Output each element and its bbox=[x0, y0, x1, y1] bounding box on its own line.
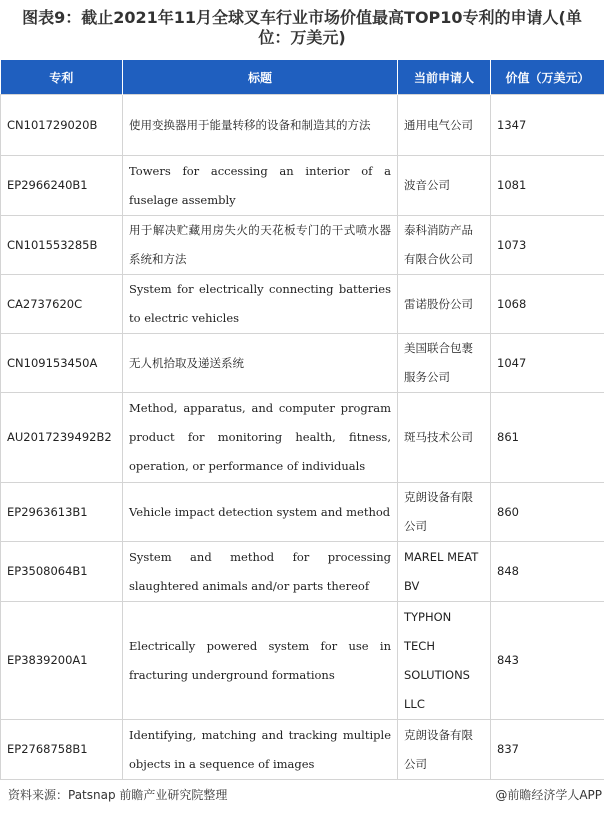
table-row bbox=[1, 542, 604, 602]
applicant: 克朗设备有限公司 bbox=[398, 720, 491, 780]
header-value: 价值（万美元） bbox=[491, 60, 604, 95]
applicant: TYPHON TECH SOLUTIONS LLC bbox=[398, 602, 491, 720]
patent-id: EP2768758B1 bbox=[1, 720, 123, 780]
table-row bbox=[1, 216, 604, 275]
patent-value: 1073 bbox=[491, 216, 604, 275]
patent-id: CN101729020B bbox=[1, 95, 123, 156]
patent-title: Electrically powered system for use in fracturing underground formations bbox=[123, 602, 398, 720]
patent-id: EP2963613B1 bbox=[1, 483, 123, 542]
header-title: 标题 bbox=[123, 60, 398, 95]
applicant: MAREL MEAT BV bbox=[398, 542, 491, 602]
applicant: 斑马技术公司 bbox=[398, 393, 491, 483]
patent-title: 用于解决贮藏用房失火的天花板专门的干式喷水器系统和方法 bbox=[123, 216, 398, 275]
applicant: 美国联合包裹服务公司 bbox=[398, 334, 491, 393]
patent-value: 1347 bbox=[491, 95, 604, 156]
table-row bbox=[1, 602, 604, 720]
patent-title: Method, apparatus, and computer program product for monitoring health, fitness, operation, or performance of individuals bbox=[123, 393, 398, 483]
patent-table bbox=[0, 60, 604, 780]
table-row bbox=[1, 483, 604, 542]
patent-id: CN109153450A bbox=[1, 334, 123, 393]
patent-title: Identifying, matching and tracking multiple objects in a sequence of images bbox=[123, 720, 398, 780]
patent-value: 860 bbox=[491, 483, 604, 542]
patent-value: 837 bbox=[491, 720, 604, 780]
applicant: 泰科消防产品有限合伙公司 bbox=[398, 216, 491, 275]
patent-title: 使用变换器用于能量转移的设备和制造其的方法 bbox=[123, 95, 398, 156]
patent-title: System and method for processing slaughtered animals and/or parts thereof bbox=[123, 542, 398, 602]
patent-value: 1068 bbox=[491, 275, 604, 334]
patent-id: EP3508064B1 bbox=[1, 542, 123, 602]
patent-value: 1081 bbox=[491, 156, 604, 216]
applicant: 克朗设备有限公司 bbox=[398, 483, 491, 542]
patent-title: Towers for accessing an interior of a fuselage assembly bbox=[123, 156, 398, 216]
patent-id: CN101553285B bbox=[1, 216, 123, 275]
patent-title: System for electrically connecting batteries to electric vehicles bbox=[123, 275, 398, 334]
applicant: 雷诺股份公司 bbox=[398, 275, 491, 334]
page-title: 图表9：截止2021年11月全球叉车行业市场价值最高TOP10专利的申请人(单位：万美元) bbox=[22, 8, 582, 47]
source-note: 资料来源：Patsnap 前瞻产业研究院整理 bbox=[8, 788, 228, 802]
brand-credit: @前瞻经济学人APP bbox=[495, 788, 602, 802]
patent-id: AU2017239492B2 bbox=[1, 393, 123, 483]
table-row bbox=[1, 156, 604, 216]
table-row bbox=[1, 275, 604, 334]
applicant: 波音公司 bbox=[398, 156, 491, 216]
table-row bbox=[1, 393, 604, 483]
table-row bbox=[1, 720, 604, 780]
patent-id: EP2966240B1 bbox=[1, 156, 123, 216]
patent-title: 无人机拾取及递送系统 bbox=[123, 334, 398, 393]
header-patent: 专利 bbox=[1, 60, 123, 95]
table-header bbox=[1, 60, 604, 95]
patent-id: CA2737620C bbox=[1, 275, 123, 334]
patent-title: Vehicle impact detection system and method bbox=[123, 483, 398, 542]
applicant: 通用电气公司 bbox=[398, 95, 491, 156]
patent-value: 843 bbox=[491, 602, 604, 720]
patent-value: 848 bbox=[491, 542, 604, 602]
patent-value: 1047 bbox=[491, 334, 604, 393]
patent-id: EP3839200A1 bbox=[1, 602, 123, 720]
table-row bbox=[1, 334, 604, 393]
patent-value: 861 bbox=[491, 393, 604, 483]
table-row bbox=[1, 95, 604, 156]
header-applicant: 当前申请人 bbox=[398, 60, 491, 95]
